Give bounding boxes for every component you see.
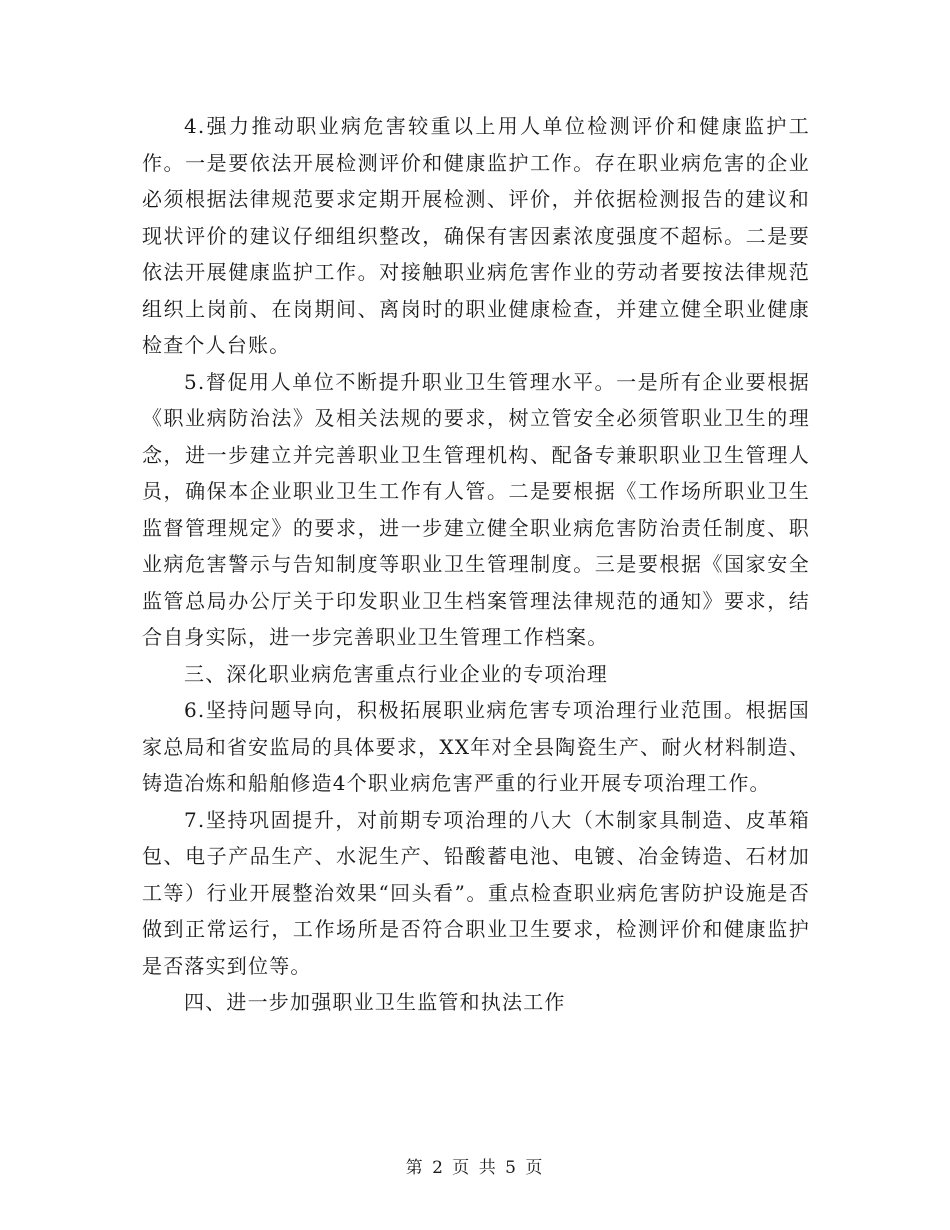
section-heading-4: 四、进一步加强职业卫生监管和执法工作	[184, 990, 566, 1014]
section-heading-3: 三、深化职业病危害重点行业企业的专项治理	[184, 661, 608, 686]
paragraph-item-4: 4.强力推动职业病危害较重以上用人单位检测评价和健康监护工作。一是要依法开展检测评价和健康监护工作。存在职业病危害的企业必须根据法律规范要求定期开展检测、评价，并依据检测报告的建议和现状评价的建议仔细组织整改，确保有害因素浓度强度不超标。二是要依法开展健康监护工作。对接触职业病危害作业的劳动者要按法律规范组织上岗前、在岗期间、离岗时的职业健康检查，并建立健全职业健康检查个人台账。	[142, 114, 810, 357]
paragraph-item-5: 5.督促用人单位不断提升职业卫生管理水平。一是所有企业要根据《职业病防治法》及相关法规的要求，树立管安全必须管职业卫生的理念，进一步建立并完善职业卫生管理机构、配备专兼职职业卫生管理人员，确保本企业职业卫生工作有人管。二是要根据《工作场所职业卫生监督管理规定》的要求，进一步建立健全职业病危害防治责任制度、职业病危害警示与告知制度等职业卫生管理制度。三是要根据《国家安全监管总局办公厅关于印发职业卫生档案管理法律规范的通知》要求，结合自身实际，进一步完善职业卫生管理工作档案。	[142, 369, 810, 649]
page-number-footer: 第 2 页 共 5 页	[405, 1158, 545, 1178]
document-body	[142, 108, 810, 1021]
paragraph-item-6: 6.坚持问题导向，积极拓展职业病危害专项治理行业范围。根据国家总局和省安监局的具体要求，XX年对全县陶瓷生产、耐火材料制造、铸造冶炼和船舶修造4个职业病危害严重的行业开展专项治理工作。	[142, 698, 810, 795]
paragraph-item-7: 7.坚持巩固提升，对前期专项治理的八大（木制家具制造、皮革箱包、电子产品生产、水泥生产、铅酸蓄电池、电镀、冶金铸造、石材加工等）行业开展整治效果“回头看”。重点检查职业病危害防护设施是否做到正常运行，工作场所是否符合职业卫生要求，检测评价和健康监护是否落实到位等。	[142, 807, 810, 978]
